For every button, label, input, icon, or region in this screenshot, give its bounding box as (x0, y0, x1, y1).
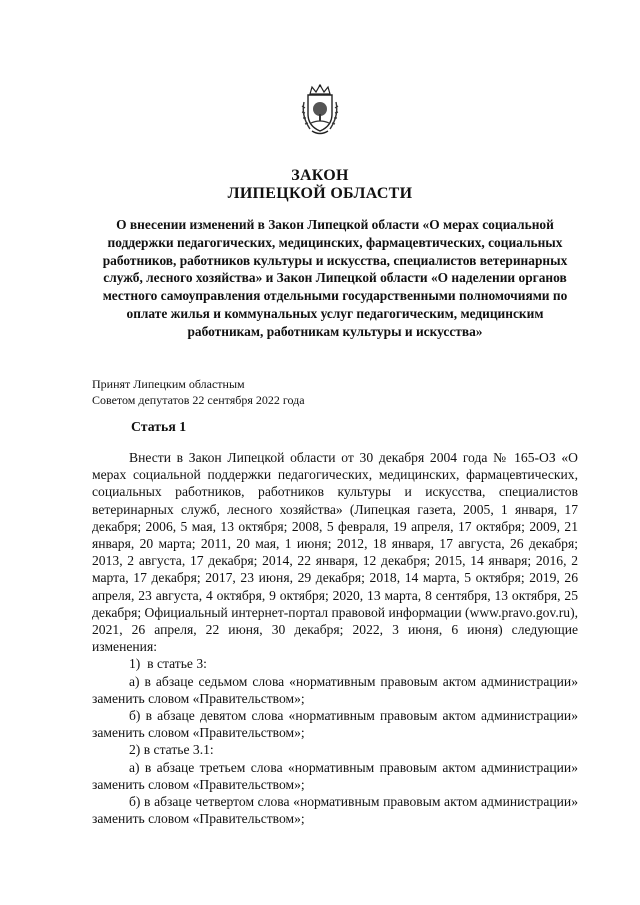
article-intro-paragraph: Внести в Закон Липецкой области от 30 декабря 2004 года № 165-ОЗ «О мерах социальной поддержки педагогических, медицинских, фармацевтических, социальных работников, работников культуры и искусства, специалистов ветеринарных служб, лесного хозяйства» (Липецкая газета, 2005, 1 января, 17 декабря; 2006, 5 мая, 13 октября; 2008, 5 февраля, 19 апреля, 17 октября; 2009, 21 января, 20 марта; 2011, 20 мая, 1 июня; 2012, 18 января, 17 августа, 26 декабря; 2013, 2 августа, 17 декабря; 2014, 22 января, 12 декабря; 2015, 14 января; 2016, 2 марта, 17 декабря; 2017, 23 июня, 29 декабря; 2018, 14 марта, 5 октября; 2019, 26 апреля, 23 августа, 4 октября, 9 октября; 2020, 13 марта, 8 сентября, 13 октября, 25 декабря; Официальный интернет-портал правовой информации (www.pravo.gov.ru), 2021, 26 апреля, 22 июня, 30 декабря; 2022, 3 июня, 6 июня) следующие изменения: (92, 450, 578, 655)
article-body (92, 449, 578, 827)
adoption-note (92, 376, 305, 408)
adoption-note-line2: Советом депутатов 22 сентября 2022 года (92, 393, 305, 407)
law-title-line1: ЗАКОН (291, 167, 349, 184)
lipetsk-oblast-coat-of-arms-icon (298, 84, 342, 136)
article-heading: Статья 1 (131, 419, 187, 434)
law-subject: О внесении изменений в Закон Липецкой области «О мерах социальной поддержки педагогических, медицинских, фармацевтических, социальных работников, работников культуры и искусства, специалистов ветеринарных служб, лесного хозяйства» и Закон Липецкой области «О наделении органов местного самоуправления отдельными государственными полномочиями по оплате жилья и коммунальных услуг педагогическим, медицинским работникам, работникам культуры и искусства» (102, 217, 568, 339)
amendment-item-2b: б) в абзаце четвертом слова «нормативным правовым актом администрации» заменить словом «Правительством»; (92, 794, 578, 827)
amendment-item-1b: б) в абзаце девятом слова «нормативным правовым актом администрации» заменить словом «Правительством»; (92, 708, 578, 741)
adoption-note-line1: Принят Липецким областным (92, 377, 245, 391)
amendment-item-1: 1) в статье 3: (129, 656, 207, 672)
amendment-item-2a: а) в абзаце третьем слова «нормативным правовым актом администрации» заменить словом «Правительством»; (92, 759, 578, 792)
law-title-line2: ЛИПЕЦКОЙ ОБЛАСТИ (227, 185, 413, 202)
amendment-item-2: 2) в статье 3.1: (129, 742, 214, 758)
amendment-item-1a: а) в абзаце седьмом слова «нормативным правовым актом администрации» заменить словом «Правительством»; (92, 673, 578, 706)
